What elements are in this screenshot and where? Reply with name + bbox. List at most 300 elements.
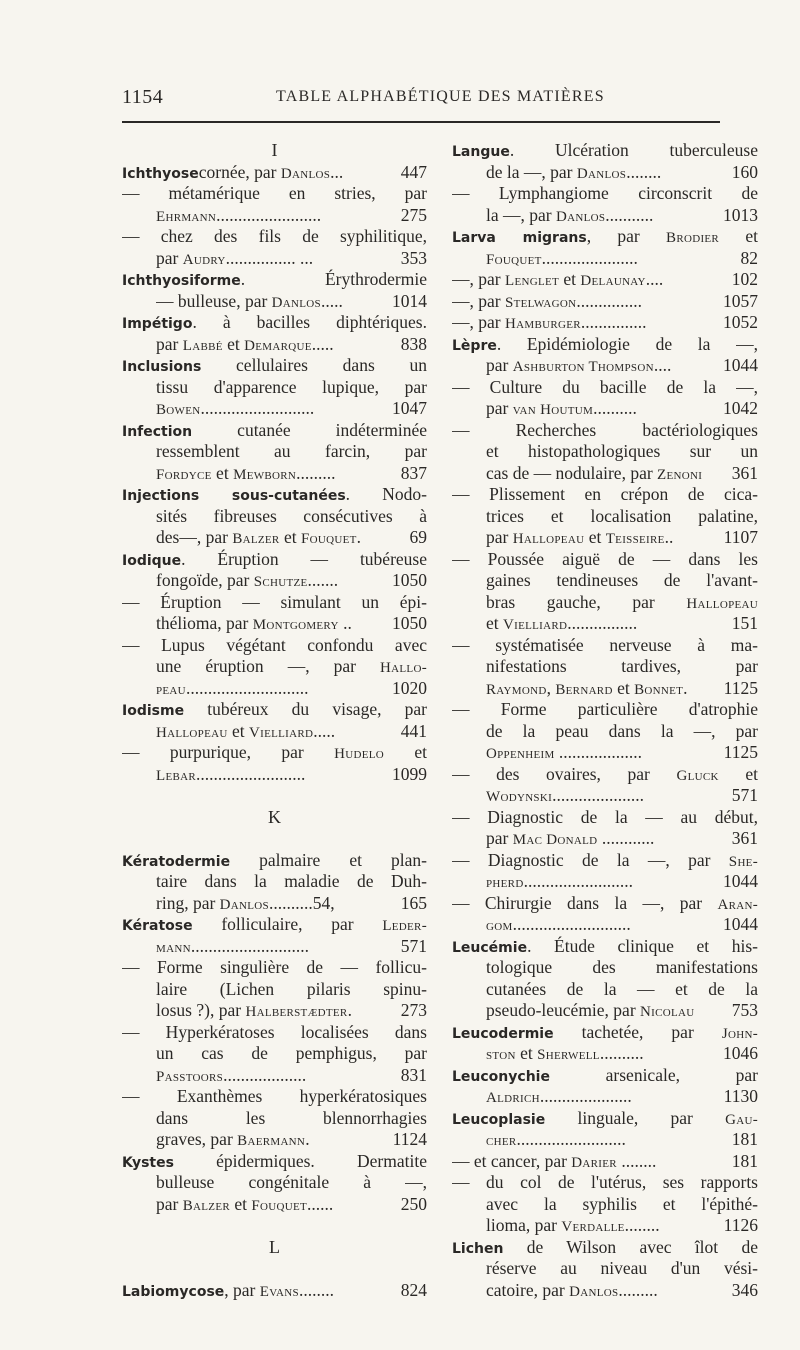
page-ref: 1042 bbox=[723, 398, 758, 418]
entry-text bbox=[486, 570, 758, 592]
entry-text bbox=[156, 1000, 397, 1024]
author-name: Hallopeau bbox=[686, 595, 758, 612]
author-name: Demarque bbox=[244, 337, 312, 354]
entry-text bbox=[486, 1086, 720, 1110]
entry-fragment: — Exanthèmes hyperkératosiques bbox=[122, 1086, 427, 1106]
entry-fragment: ........ bbox=[298, 1279, 334, 1300]
entry-fragment: tissu d'apparence lupique, par bbox=[156, 376, 427, 397]
author-name: Fordyce bbox=[156, 466, 212, 483]
entry-fragment: arsenicale, par bbox=[549, 1064, 758, 1085]
index-line bbox=[122, 613, 427, 635]
index-line bbox=[122, 742, 427, 764]
index-line bbox=[122, 893, 427, 915]
entry-fragment: .... bbox=[653, 355, 672, 375]
index-line bbox=[452, 1043, 758, 1065]
entry-fragment: . Ulcération tuberculeuse bbox=[509, 140, 758, 160]
entry-fragment: ..................... bbox=[552, 785, 644, 805]
page-ref: 165 bbox=[400, 892, 427, 913]
index-line bbox=[122, 248, 427, 270]
entry-fragment: dans les blennorrhagies bbox=[156, 1107, 427, 1128]
entry-fragment: bras gauche, par bbox=[486, 591, 687, 612]
author-name: Mewborn bbox=[233, 466, 297, 483]
entry-term: Kératodermie bbox=[122, 853, 231, 870]
entry-term: Kératose bbox=[122, 918, 193, 934]
entry-fragment: — purpurique, par bbox=[122, 742, 335, 762]
entry-term: Infection bbox=[122, 423, 193, 440]
entry-text bbox=[156, 1065, 397, 1089]
page-ref: 441 bbox=[400, 720, 427, 741]
author-name: Danlos bbox=[569, 1283, 619, 1300]
entry-text bbox=[156, 1172, 427, 1194]
entry-text bbox=[486, 205, 719, 229]
entry-fragment: et bbox=[718, 763, 758, 784]
index-line bbox=[452, 226, 758, 248]
index-line bbox=[122, 226, 427, 248]
entry-text bbox=[156, 1194, 397, 1218]
index-line bbox=[452, 1237, 758, 1259]
index-line bbox=[122, 1043, 427, 1065]
index-line bbox=[122, 183, 427, 205]
index-line bbox=[452, 721, 758, 743]
index-line bbox=[452, 162, 758, 184]
page-ref: 250 bbox=[400, 1193, 427, 1214]
entry-text bbox=[122, 1086, 427, 1108]
entry-text bbox=[156, 1043, 427, 1065]
entry-term: Leucémie bbox=[452, 939, 528, 956]
entry-fragment: et bbox=[486, 613, 504, 633]
entry-fragment: tologique des manifestations bbox=[486, 957, 758, 977]
entry-text bbox=[486, 613, 728, 637]
entry-fragment: de Wilson avec îlot de bbox=[503, 1236, 758, 1257]
entry-text bbox=[486, 828, 728, 852]
entry-text bbox=[452, 699, 758, 721]
index-line bbox=[122, 549, 427, 571]
entry-text bbox=[486, 742, 720, 766]
entry-term: Iodisme bbox=[122, 703, 185, 719]
entry-fragment: . bbox=[347, 1000, 352, 1020]
entry-fragment: ..... bbox=[311, 333, 334, 354]
author-name: gom bbox=[486, 918, 513, 934]
page-ref: 1044 bbox=[723, 871, 758, 891]
entry-fragment: réserve au niveau d'un vési- bbox=[486, 1258, 758, 1278]
entry-text bbox=[156, 613, 388, 637]
entry-term: Inclusions bbox=[122, 359, 202, 375]
entry-fragment: ............... bbox=[576, 290, 642, 311]
index-line bbox=[452, 936, 758, 958]
entry-fragment: ................ bbox=[567, 613, 638, 633]
index-line bbox=[452, 613, 758, 635]
index-line bbox=[122, 678, 427, 700]
page-ref: 1014 bbox=[392, 290, 427, 311]
entry-text bbox=[122, 549, 427, 573]
entry-text bbox=[122, 1280, 397, 1304]
entry-text bbox=[486, 248, 737, 272]
entry-fragment: cutanées de la — et de la bbox=[486, 978, 758, 999]
index-line bbox=[122, 398, 427, 420]
entry-fragment: — Diagnostic de la — au début, bbox=[452, 806, 758, 827]
entry-fragment: . à bacilles diphtériques. bbox=[192, 312, 427, 332]
author-name: ston bbox=[486, 1047, 516, 1063]
author-name: Danlos bbox=[555, 208, 606, 225]
entry-term: Labiomycose bbox=[122, 1283, 225, 1300]
index-line bbox=[452, 312, 758, 334]
entry-text bbox=[156, 893, 397, 917]
entry-fragment: par bbox=[156, 1193, 183, 1214]
page-ref: 447 bbox=[400, 161, 427, 182]
entry-text bbox=[156, 377, 427, 399]
entry-text bbox=[156, 291, 388, 315]
entry-fragment: et bbox=[612, 677, 635, 698]
entry-fragment: gaines tendineuses de l'avant- bbox=[486, 570, 758, 590]
author-name: Montgomery bbox=[252, 617, 339, 633]
entry-text bbox=[156, 656, 427, 680]
author-name: Labbé bbox=[182, 337, 223, 354]
entry-text bbox=[452, 1172, 758, 1194]
entry-term: Leucodermie bbox=[452, 1025, 554, 1042]
entry-fragment: ressemblent au farcin, par bbox=[156, 441, 427, 461]
author-name: Lenglet bbox=[504, 273, 560, 289]
author-name: Hallopeau bbox=[156, 724, 228, 741]
page-ref: 160 bbox=[731, 161, 758, 182]
index-line bbox=[452, 764, 758, 786]
index-line bbox=[452, 334, 758, 356]
entry-text bbox=[122, 742, 427, 766]
entry-text bbox=[452, 635, 758, 657]
author-name: Teisseire bbox=[605, 531, 665, 547]
entry-text bbox=[122, 850, 427, 874]
author-name: Bernard bbox=[555, 681, 613, 698]
entry-fragment: épidermiques. Dermatite bbox=[173, 1150, 427, 1171]
page-ref: 69 bbox=[409, 527, 427, 547]
entry-text bbox=[452, 312, 719, 336]
page-ref: 102 bbox=[731, 269, 758, 289]
page-ref: 831 bbox=[400, 1064, 427, 1085]
page-ref: 1046 bbox=[723, 1043, 758, 1063]
author-name: Danlos bbox=[271, 294, 321, 311]
index-line bbox=[452, 527, 758, 549]
entry-text bbox=[452, 377, 758, 399]
entry-text bbox=[122, 699, 427, 723]
entry-fragment: . Nodo- bbox=[345, 484, 427, 504]
entry-text bbox=[486, 1215, 720, 1239]
entry-text bbox=[452, 764, 758, 788]
index-line bbox=[122, 441, 427, 463]
author-name: Danlos bbox=[280, 165, 331, 182]
entry-fragment: des—, par bbox=[156, 527, 233, 547]
index-line bbox=[452, 850, 758, 872]
index-line bbox=[122, 1022, 427, 1044]
index-line bbox=[452, 785, 758, 807]
index-line bbox=[452, 871, 758, 893]
index-line bbox=[122, 484, 427, 506]
entry-fragment: thélioma, par bbox=[156, 613, 253, 633]
author-name: Stelwagon bbox=[504, 294, 577, 311]
index-line bbox=[122, 291, 427, 313]
entry-text bbox=[452, 334, 758, 358]
entry-fragment: et bbox=[719, 226, 758, 246]
entry-fragment: — Forme particulière d'atrophie bbox=[452, 699, 758, 719]
index-line bbox=[452, 1215, 758, 1237]
page-ref: 1047 bbox=[392, 398, 427, 418]
index-line bbox=[122, 721, 427, 743]
page-ref: 1044 bbox=[723, 914, 758, 934]
author-name: Schutze bbox=[253, 574, 308, 590]
entry-fragment: . Érythrodermie bbox=[240, 269, 427, 289]
entry-text bbox=[486, 1194, 758, 1216]
entry-fragment: — bulleuse, par bbox=[156, 290, 272, 311]
index-line bbox=[452, 570, 758, 592]
page-ref: 1126 bbox=[723, 1215, 758, 1235]
index-line bbox=[122, 1129, 427, 1151]
author-name: Bowen bbox=[156, 402, 201, 418]
entry-fragment: pseudo-leucémie, par bbox=[486, 1000, 641, 1020]
entry-fragment: catoire, par bbox=[486, 1279, 570, 1300]
author-name: Vielliard bbox=[248, 724, 314, 741]
index-line bbox=[452, 549, 758, 571]
index-line bbox=[122, 871, 427, 893]
index-line bbox=[122, 1194, 427, 1216]
entry-fragment: palmaire et plan- bbox=[230, 849, 427, 870]
entry-text bbox=[156, 764, 388, 788]
entry-fragment: par bbox=[486, 398, 513, 418]
entry-text bbox=[486, 592, 758, 616]
index-line bbox=[452, 484, 758, 506]
entry-fragment: .......................... bbox=[200, 398, 315, 418]
entry-fragment: sités fibreuses consécutives à bbox=[156, 505, 427, 526]
entry-text bbox=[486, 678, 720, 702]
entry-fragment: laire (Lichen pilaris spinu- bbox=[156, 978, 427, 999]
author-name: Gluck bbox=[676, 767, 719, 784]
entry-text bbox=[156, 1108, 427, 1130]
entry-fragment: — du col de l'utérus, ses rapports bbox=[452, 1172, 758, 1192]
entry-text bbox=[452, 1065, 758, 1089]
page-ref: 1107 bbox=[723, 527, 758, 547]
entry-text bbox=[486, 721, 758, 743]
author-name: Hudelo bbox=[334, 746, 384, 762]
entry-fragment: une éruption —, par bbox=[156, 656, 381, 676]
index-line bbox=[122, 1151, 427, 1173]
index-line bbox=[452, 1280, 758, 1302]
entry-fragment: ................ ... bbox=[225, 247, 314, 268]
entry-fragment: ........................... bbox=[190, 935, 309, 956]
index-line bbox=[122, 979, 427, 1001]
entry-text bbox=[156, 506, 427, 528]
section-gap bbox=[122, 828, 427, 850]
author-name: Nicolau bbox=[640, 1004, 695, 1020]
index-line bbox=[122, 764, 427, 786]
entry-text bbox=[156, 678, 388, 702]
entry-text bbox=[486, 398, 719, 422]
header-rule bbox=[122, 121, 720, 123]
entry-text bbox=[452, 549, 758, 571]
entry-fragment: . bbox=[683, 677, 688, 698]
author-name: Verdalle bbox=[561, 1219, 625, 1235]
index-line bbox=[452, 1129, 758, 1151]
entry-fragment: bulleuse congénitale à —, bbox=[156, 1172, 427, 1192]
entry-text bbox=[452, 807, 758, 829]
entry-fragment: — Forme singulière de — follicu- bbox=[122, 957, 427, 977]
entry-fragment: ........... bbox=[605, 204, 654, 225]
author-name: Sherwell bbox=[537, 1047, 600, 1063]
entry-text bbox=[452, 291, 719, 315]
author-name: Brodier bbox=[666, 230, 720, 246]
page-ref: 181 bbox=[731, 1129, 758, 1149]
author-name: Ehrmann bbox=[156, 208, 217, 225]
index-line bbox=[452, 291, 758, 313]
page-ref: 838 bbox=[400, 333, 427, 354]
index-line bbox=[122, 527, 427, 549]
entry-text bbox=[156, 721, 397, 745]
entry-fragment: .... bbox=[645, 269, 664, 289]
index-line bbox=[452, 377, 758, 399]
index-line bbox=[122, 334, 427, 356]
index-line bbox=[452, 957, 758, 979]
entry-fragment: et bbox=[384, 742, 427, 762]
entry-text bbox=[486, 1043, 719, 1067]
author-name: Balzer bbox=[182, 1197, 230, 1214]
page-ref: 361 bbox=[731, 828, 758, 848]
author-name: Danlos bbox=[576, 165, 627, 182]
entry-text bbox=[156, 871, 427, 893]
author-name: Raymond bbox=[486, 681, 547, 698]
section-gap bbox=[122, 1258, 427, 1280]
entry-fragment: ...... bbox=[307, 1193, 334, 1214]
entry-fragment: et bbox=[559, 269, 581, 289]
author-name: Evans bbox=[259, 1283, 299, 1300]
entry-text bbox=[452, 1151, 728, 1175]
entry-term: Leucoplasie bbox=[452, 1111, 546, 1128]
author-name: cher bbox=[486, 1133, 517, 1149]
entry-text bbox=[486, 162, 728, 186]
entry-text bbox=[156, 334, 397, 358]
entry-text bbox=[156, 205, 397, 229]
entry-text bbox=[122, 162, 397, 186]
entry-fragment: par bbox=[156, 247, 183, 268]
index-line bbox=[452, 699, 758, 721]
entry-fragment: fongoïde, par bbox=[156, 570, 254, 590]
entry-fragment: par bbox=[486, 527, 513, 547]
page-ref: 1124 bbox=[392, 1129, 427, 1149]
entry-text bbox=[156, 979, 427, 1001]
entry-fragment: — Lymphangiome circonscrit de bbox=[452, 183, 758, 203]
author-name: mann bbox=[156, 939, 191, 956]
index-line bbox=[122, 1065, 427, 1087]
entry-term: Iodique bbox=[122, 552, 182, 569]
entry-fragment: cellulaires dans un bbox=[201, 355, 427, 375]
entry-fragment: , par bbox=[586, 226, 667, 246]
page-ref: 82 bbox=[740, 247, 758, 268]
entry-fragment: .. bbox=[338, 613, 352, 633]
index-line bbox=[122, 1086, 427, 1108]
page-number: 1154 bbox=[122, 86, 164, 108]
page-ref: 1130 bbox=[723, 1086, 758, 1106]
index-line bbox=[122, 269, 427, 291]
entry-fragment: .......... bbox=[593, 398, 637, 418]
entry-text bbox=[486, 506, 758, 528]
entry-text bbox=[122, 312, 427, 336]
left-column bbox=[122, 140, 427, 1301]
author-name: Lebar bbox=[156, 767, 196, 784]
entry-text bbox=[156, 936, 397, 960]
index-line bbox=[452, 1022, 758, 1044]
entry-text bbox=[122, 957, 427, 979]
page-ref: 1013 bbox=[723, 204, 758, 225]
entry-fragment: de la peau dans la —, par bbox=[486, 720, 758, 741]
page-ref: 353 bbox=[400, 247, 427, 268]
entry-fragment: — des ovaires, par bbox=[452, 763, 677, 784]
running-title: TABLE ALPHABÉTIQUE DES MATIÈRES bbox=[276, 88, 605, 105]
section-gap bbox=[122, 785, 427, 807]
author-name: She- bbox=[728, 853, 758, 870]
author-name: Hallopeau bbox=[512, 531, 585, 547]
page-ref: 1050 bbox=[392, 570, 427, 590]
entry-fragment: ........................ bbox=[216, 204, 322, 225]
page-ref: 1052 bbox=[723, 312, 758, 332]
entry-term: Larva migrans bbox=[452, 230, 587, 246]
index-line bbox=[122, 162, 427, 184]
entry-term: Lichen bbox=[452, 1240, 504, 1257]
author-name: van Houtum bbox=[512, 402, 594, 418]
entry-text bbox=[486, 914, 719, 938]
entry-fragment: avec la syphilis et l'épithé- bbox=[486, 1193, 758, 1214]
entry-text bbox=[452, 936, 758, 960]
index-line bbox=[122, 936, 427, 958]
entry-text bbox=[486, 871, 719, 895]
entry-text bbox=[122, 420, 427, 444]
index-line bbox=[452, 140, 758, 162]
entry-fragment: — Hyperkératoses localisées dans bbox=[122, 1021, 427, 1042]
entry-fragment: ... bbox=[330, 161, 344, 182]
index-line bbox=[122, 1172, 427, 1194]
entry-text bbox=[452, 420, 758, 442]
entry-fragment: ......... bbox=[618, 1279, 658, 1300]
index-line bbox=[452, 1108, 758, 1130]
entry-fragment: ......................... bbox=[523, 871, 633, 891]
index-line bbox=[122, 205, 427, 227]
entry-fragment: tubéreux du visage, par bbox=[184, 699, 427, 719]
entry-fragment: ................... bbox=[554, 742, 643, 762]
entry-text bbox=[122, 226, 427, 248]
entry-fragment: graves, par bbox=[156, 1129, 238, 1149]
entry-text bbox=[122, 914, 427, 938]
entry-text bbox=[122, 484, 427, 508]
entry-fragment: ............ bbox=[597, 828, 655, 848]
entry-text bbox=[486, 1000, 728, 1024]
index-line bbox=[122, 377, 427, 399]
index-line bbox=[452, 742, 758, 764]
index-line bbox=[452, 1086, 758, 1108]
index-line bbox=[452, 1172, 758, 1194]
author-name: John- bbox=[721, 1025, 758, 1042]
entry-fragment: ........ bbox=[616, 1150, 657, 1171]
entry-fragment: —, par bbox=[452, 312, 505, 332]
entry-text bbox=[156, 398, 388, 422]
entry-fragment: trices et localisation palatine, bbox=[486, 505, 758, 526]
entry-fragment: ........ bbox=[626, 161, 662, 182]
entry-fragment: — métamérique en stries, par bbox=[122, 183, 427, 203]
entry-fragment: ........ bbox=[624, 1215, 660, 1235]
entry-fragment: et bbox=[227, 720, 249, 741]
index-line bbox=[452, 678, 758, 700]
index-line bbox=[452, 893, 758, 915]
index-line bbox=[122, 850, 427, 872]
entry-fragment: cas de — nodulaire, par bbox=[486, 462, 658, 483]
entry-text bbox=[452, 1022, 758, 1046]
entry-fragment: ....... bbox=[307, 570, 339, 590]
entry-term: Kystes bbox=[122, 1154, 174, 1171]
entry-text bbox=[122, 183, 427, 205]
entry-text bbox=[156, 527, 406, 551]
